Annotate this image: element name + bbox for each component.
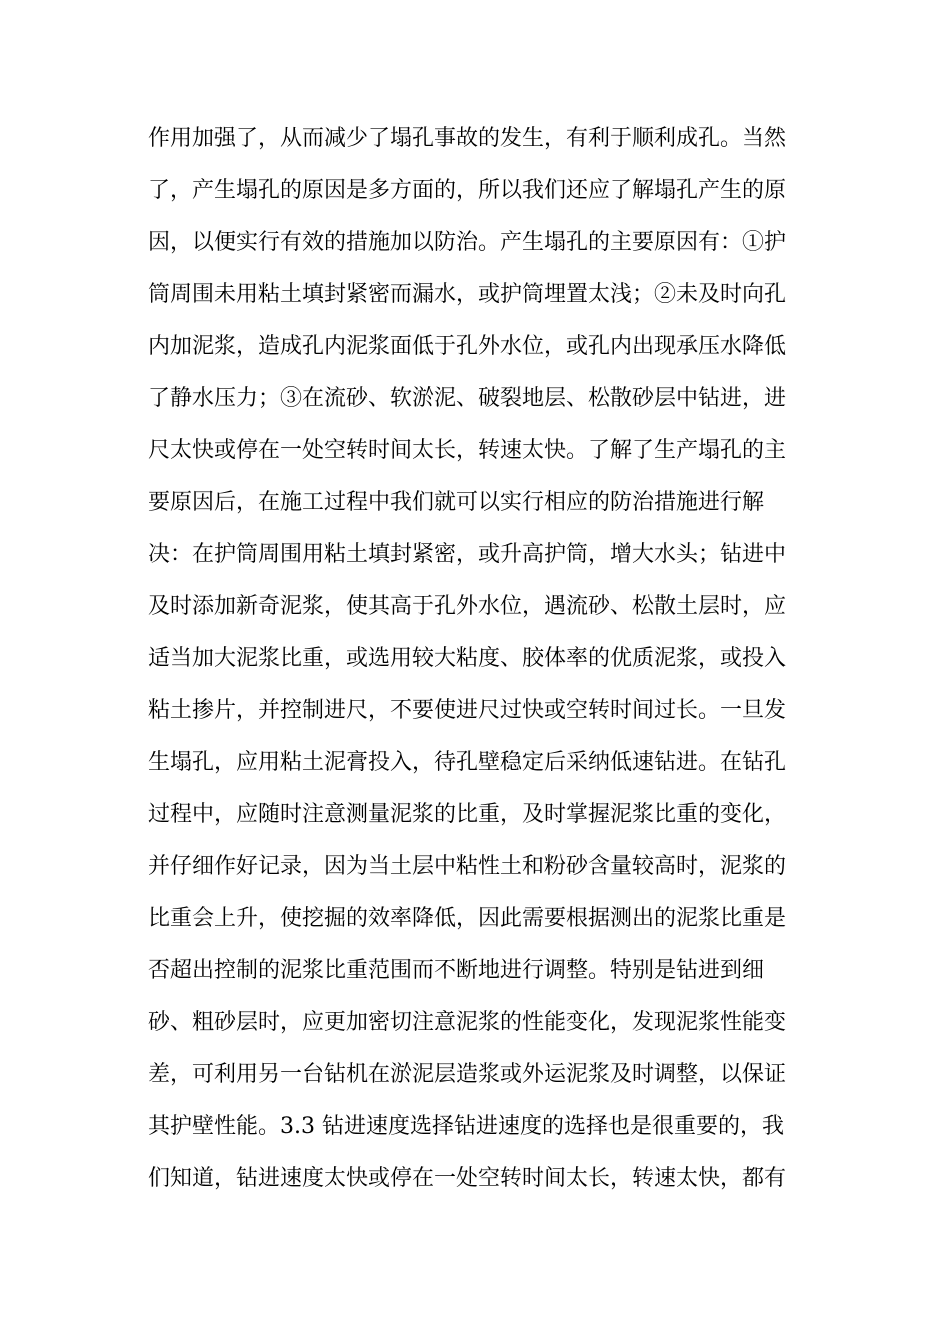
text-line: 了静水压力；③在流砂、软淤泥、破裂地层、松散砂层中钻进，进 bbox=[148, 386, 787, 411]
text-line: 们知道，钻进速度太快或停在一处空转时间太长，转速太快，都有 bbox=[148, 1166, 787, 1191]
text-line: 生塌孔，应用粘土泥膏投入，待孔壁稳定后采纳低速钻进。在钻孔 bbox=[148, 750, 787, 775]
text-line: 因，以便实行有效的措施加以防治。产生塌孔的主要原因有：①护 bbox=[148, 230, 787, 255]
text-line: 筒周围未用粘土填封紧密而漏水，或护筒埋置太浅；②未及时向孔 bbox=[148, 282, 787, 307]
text-line: 了，产生塌孔的原因是多方面的，所以我们还应了解塌孔产生的原 bbox=[148, 178, 787, 203]
text-line: 差，可利用另一台钻机在淤泥层造浆或外运泥浆及时调整，以保证 bbox=[148, 1062, 787, 1087]
text-line: 及时添加新奇泥浆，使其高于孔外水位，遇流砂、松散土层时，应 bbox=[148, 594, 787, 619]
text-line: 其护壁性能。3.3 钻进速度选择钻进速度的选择也是很重要的，我 bbox=[148, 1114, 784, 1139]
text-line: 过程中，应随时注意测量泥浆的比重，及时掌握泥浆比重的变化， bbox=[148, 802, 787, 827]
text-line: 砂、粗砂层时，应更加密切注意泥浆的性能变化，发现泥浆性能变 bbox=[148, 1010, 787, 1035]
text-line: 比重会上升，使挖掘的效率降低，因此需要根据测出的泥浆比重是 bbox=[148, 906, 787, 931]
text-line: 适当加大泥浆比重，或选用较大粘度、胶体率的优质泥浆，或投入 bbox=[148, 646, 787, 671]
text-line: 作用加强了，从而减少了塌孔事故的发生，有利于顺利成孔。当然 bbox=[148, 126, 787, 151]
text-line: 尺太快或停在一处空转时间太长，转速太快。了解了生产塌孔的主 bbox=[148, 438, 787, 463]
text-line: 决：在护筒周围用粘土填封紧密，或升高护筒，增大水头；钻进中 bbox=[148, 542, 787, 567]
body-text bbox=[148, 119, 808, 1211]
text-line: 粘土掺片，并控制进尺，不要使进尺过快或空转时间过长。一旦发 bbox=[148, 698, 787, 723]
text-line: 否超出控制的泥浆比重范围而不断地进行调整。特别是钻进到细 bbox=[148, 958, 765, 983]
text-line: 要原因后，在施工过程中我们就可以实行相应的防治措施进行解 bbox=[148, 490, 765, 515]
text-line: 内加泥浆，造成孔内泥浆面低于孔外水位，或孔内出现承压水降低 bbox=[148, 334, 787, 359]
text-line: 并仔细作好记录，因为当土层中粘性土和粉砂含量较高时，泥浆的 bbox=[148, 854, 787, 879]
